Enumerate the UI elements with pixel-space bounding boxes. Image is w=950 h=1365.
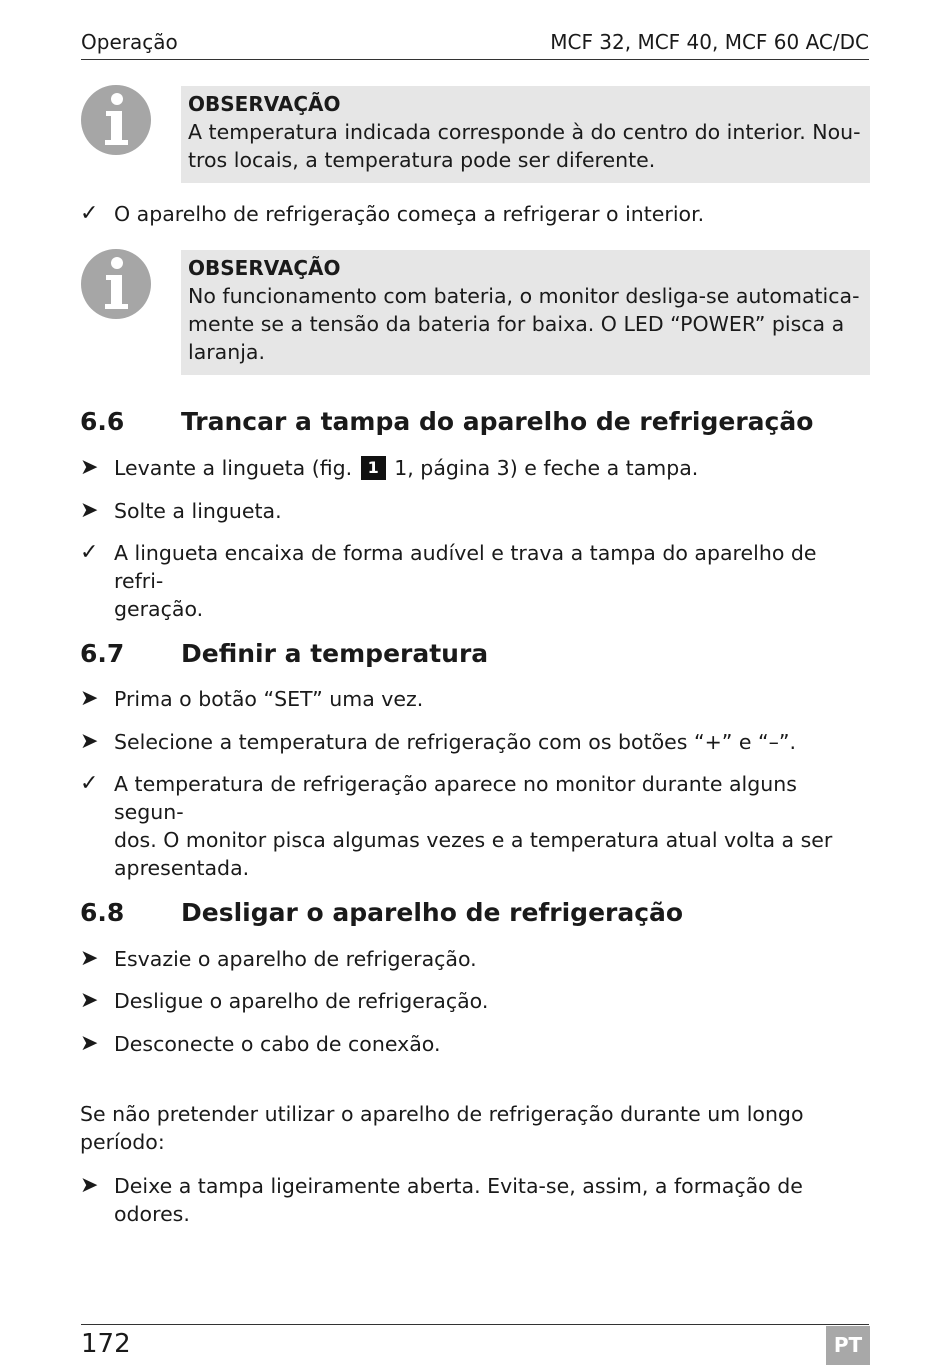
section-heading bbox=[80, 897, 683, 929]
arrow-icon: ➤ bbox=[80, 946, 99, 971]
section-title: Definir a temperatura bbox=[181, 639, 489, 668]
info-icon bbox=[80, 248, 152, 320]
header-model: MCF 32, MCF 40, MCF 60 AC/DC bbox=[550, 30, 869, 54]
paragraph-line: período: bbox=[80, 1130, 165, 1154]
note-title: OBSERVAÇÃO bbox=[188, 256, 341, 280]
page-number: 172 bbox=[81, 1329, 131, 1359]
step-item bbox=[80, 454, 870, 482]
result-item bbox=[80, 770, 870, 882]
section-number: 6.8 bbox=[80, 898, 125, 927]
step-text-part: Levante a lingueta (fig. bbox=[114, 456, 353, 480]
step-item bbox=[80, 497, 870, 525]
section-number: 6.6 bbox=[80, 407, 125, 436]
step-text: Prima o botão “SET” uma vez. bbox=[114, 687, 424, 711]
figure-badge: 1 bbox=[361, 456, 386, 480]
header-section: Operação bbox=[81, 30, 178, 54]
note-line: mente se a tensão da bateria for baixa. O LED “POWER” pisca a bbox=[188, 312, 845, 336]
arrow-icon: ➤ bbox=[80, 1031, 99, 1056]
step-item bbox=[80, 728, 870, 756]
result-line: A lingueta encaixa de forma audível e trava a tampa do aparelho de refri- bbox=[114, 541, 817, 593]
paragraph-line: Se não pretender utilizar o aparelho de refrigeração durante um longo bbox=[80, 1102, 804, 1126]
note-title: OBSERVAÇÃO bbox=[188, 92, 341, 116]
result-line: dos. O monitor pisca algumas vezes e a temperatura atual volta a ser bbox=[114, 828, 833, 852]
result-item bbox=[80, 539, 870, 623]
note-line: A temperatura indicada corresponde à do centro do interior. Nou- bbox=[188, 120, 861, 144]
footer-divider bbox=[81, 1324, 869, 1325]
arrow-icon: ➤ bbox=[80, 1173, 99, 1198]
result-text bbox=[114, 539, 870, 623]
result-line: A temperatura de refrigeração aparece no monitor durante alguns segun- bbox=[114, 772, 797, 824]
step-item bbox=[80, 945, 870, 973]
section-heading bbox=[80, 406, 813, 438]
note-box bbox=[181, 250, 870, 375]
step-text-part: 1, página 3) e feche a tampa. bbox=[394, 456, 699, 480]
step-text bbox=[114, 454, 870, 482]
check-icon: ✓ bbox=[80, 201, 99, 226]
step-text: Solte a lingueta. bbox=[114, 499, 282, 523]
arrow-icon: ➤ bbox=[80, 498, 99, 523]
note-line: laranja. bbox=[188, 340, 266, 364]
check-icon: ✓ bbox=[80, 771, 99, 796]
arrow-icon: ➤ bbox=[80, 988, 99, 1013]
step-text: Esvazie o aparelho de refrigeração. bbox=[114, 947, 477, 971]
result-line: geração. bbox=[114, 597, 204, 621]
step-item bbox=[80, 1172, 870, 1228]
step-item bbox=[80, 1030, 870, 1058]
result-line: apresentada. bbox=[114, 856, 250, 880]
language-badge: PT bbox=[826, 1326, 870, 1365]
check-icon: ✓ bbox=[80, 540, 99, 565]
info-icon bbox=[80, 84, 152, 156]
result-text bbox=[114, 770, 870, 882]
result-item bbox=[80, 200, 870, 228]
step-item bbox=[80, 685, 870, 713]
section-title: Desligar o aparelho de refrigeração bbox=[181, 898, 684, 927]
note-line: No funcionamento com bateria, o monitor desliga-se automatica- bbox=[188, 284, 860, 308]
step-text: Desconecte o cabo de conexão. bbox=[114, 1032, 441, 1056]
section-number: 6.7 bbox=[80, 639, 125, 668]
result-text: O aparelho de refrigeração começa a refrigerar o interior. bbox=[114, 202, 705, 226]
step-item bbox=[80, 987, 870, 1015]
section-heading bbox=[80, 638, 488, 670]
section-title: Trancar a tampa do aparelho de refrigeração bbox=[181, 407, 814, 436]
note-line: tros locais, a temperatura pode ser diferente. bbox=[188, 148, 656, 172]
step-text: Desligue o aparelho de refrigeração. bbox=[114, 989, 489, 1013]
arrow-icon: ➤ bbox=[80, 455, 99, 480]
header-divider bbox=[81, 59, 869, 60]
arrow-icon: ➤ bbox=[80, 686, 99, 711]
step-text: Deixe a tampa ligeiramente aberta. Evita-se, assim, a formação de odores. bbox=[114, 1174, 803, 1226]
arrow-icon: ➤ bbox=[80, 729, 99, 754]
step-text: Selecione a temperatura de refrigeração com os botões “+” e “–”. bbox=[114, 730, 797, 754]
note-box bbox=[181, 86, 870, 183]
paragraph bbox=[80, 1100, 870, 1156]
